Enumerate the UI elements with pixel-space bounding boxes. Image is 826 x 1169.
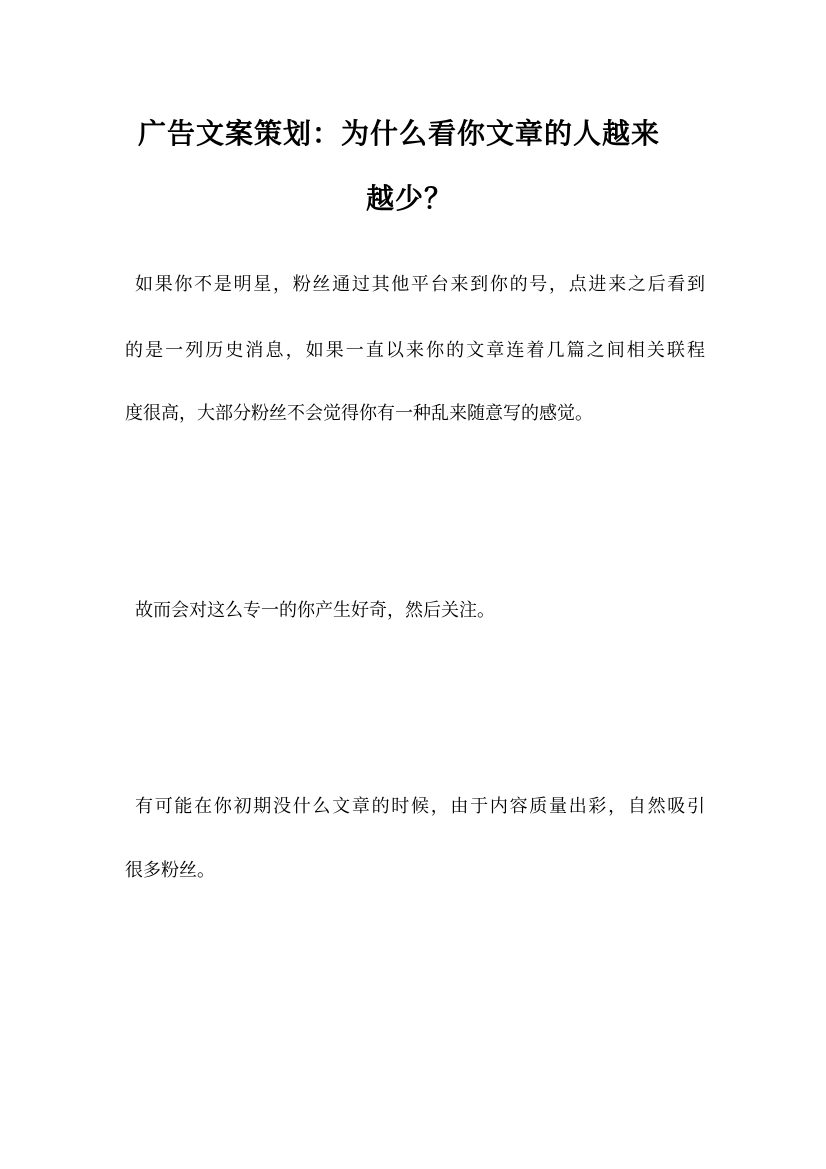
paragraph-3-line-1: 有可能在你初期没什么文章的时候，由于内容质量出彩，自然吸引 bbox=[135, 796, 705, 817]
title-line-2: 越少？ bbox=[366, 182, 454, 215]
paragraph-1-line-2: 的是一列历史消息，如果一直以来你的文章连着几篇之间相关联程 bbox=[125, 340, 705, 361]
paragraph-1-line-1: 如果你不是明星，粉丝通过其他平台来到你的号，点进来之后看到 bbox=[135, 274, 705, 295]
paragraph-3-line-2: 很多粉丝。 bbox=[125, 860, 215, 881]
paragraph-2-line-1: 故而会对这么专一的你产生好奇，然后关注。 bbox=[135, 600, 495, 621]
title-line-1: 广告文案策划：为什么看你文章的人越来 bbox=[138, 117, 661, 150]
paragraph-1-line-3: 度很高，大部分粉丝不会觉得你有一种乱来随意写的感觉。 bbox=[125, 403, 593, 424]
